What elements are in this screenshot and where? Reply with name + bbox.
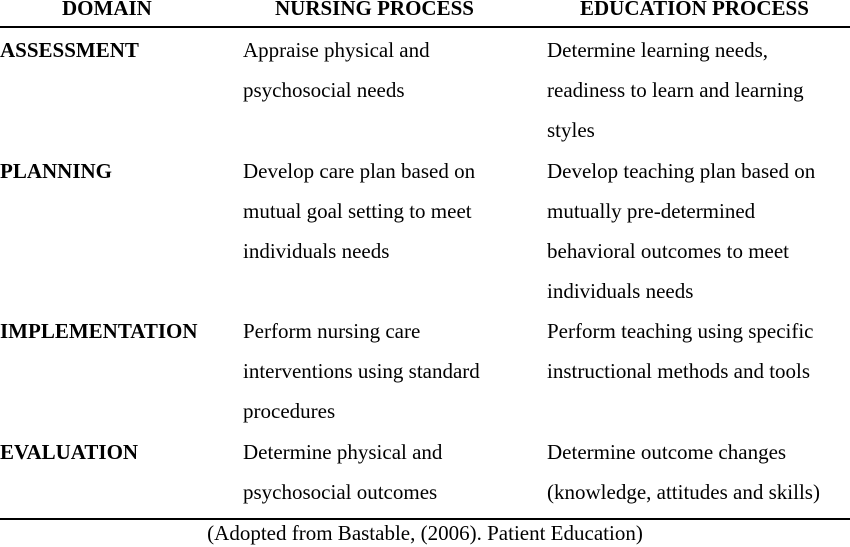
header-nursing-process: NURSING PROCESS [275,0,474,20]
table-caption: (Adopted from Bastable, (2006). Patient Education) [207,521,643,545]
education-cell [547,432,820,512]
education-cell [547,151,815,311]
domain-cell [0,432,138,472]
nursing-text-line: individuals needs [243,239,390,263]
nursing-text-line: Develop care plan based on [243,159,476,183]
nursing-text-line: interventions using standard [243,359,480,383]
education-cell [547,311,814,391]
education-text-line: (knowledge, attitudes and skills) [547,480,820,504]
nursing-text-line: psychosocial outcomes [243,480,438,504]
education-text-line: Determine outcome changes [547,440,787,464]
domain-label: PLANNING [0,159,113,183]
header-divider [0,26,850,28]
nursing-cell [243,30,430,110]
domain-label: IMPLEMENTATION [0,319,198,343]
header-domain: DOMAIN [62,0,152,20]
education-text-line: behavioral outcomes to meet [547,239,790,263]
education-text-line: Determine learning needs, [547,38,768,62]
domain-label: ASSESSMENT [0,38,139,62]
domain-label: EVALUATION [0,440,139,464]
education-text-line: instructional methods and tools [547,359,811,383]
nursing-text-line: Appraise physical and [243,38,430,62]
education-text-line: individuals needs [547,279,694,303]
education-text-line: mutually pre-determined [547,199,756,223]
domain-cell [0,151,112,191]
header-education-process: EDUCATION PROCESS [580,0,809,20]
education-text-line: Develop teaching plan based on [547,159,816,183]
education-text-line: styles [547,118,595,142]
domain-cell [0,30,139,70]
nursing-text-line: psychosocial needs [243,78,405,102]
education-text-line: readiness to learn and learning [547,78,804,102]
nursing-cell [243,311,480,431]
education-text-line: Perform teaching using specific [547,319,814,343]
nursing-text-line: Perform nursing care [243,319,421,343]
education-cell [547,30,804,150]
nursing-text-line: Determine physical and [243,440,443,464]
nursing-cell [243,432,442,512]
table-header-row [0,0,850,24]
nursing-cell [243,151,475,271]
nursing-text-line: mutual goal setting to meet [243,199,472,223]
domain-cell [0,311,198,351]
nursing-text-line: procedures [243,399,336,423]
